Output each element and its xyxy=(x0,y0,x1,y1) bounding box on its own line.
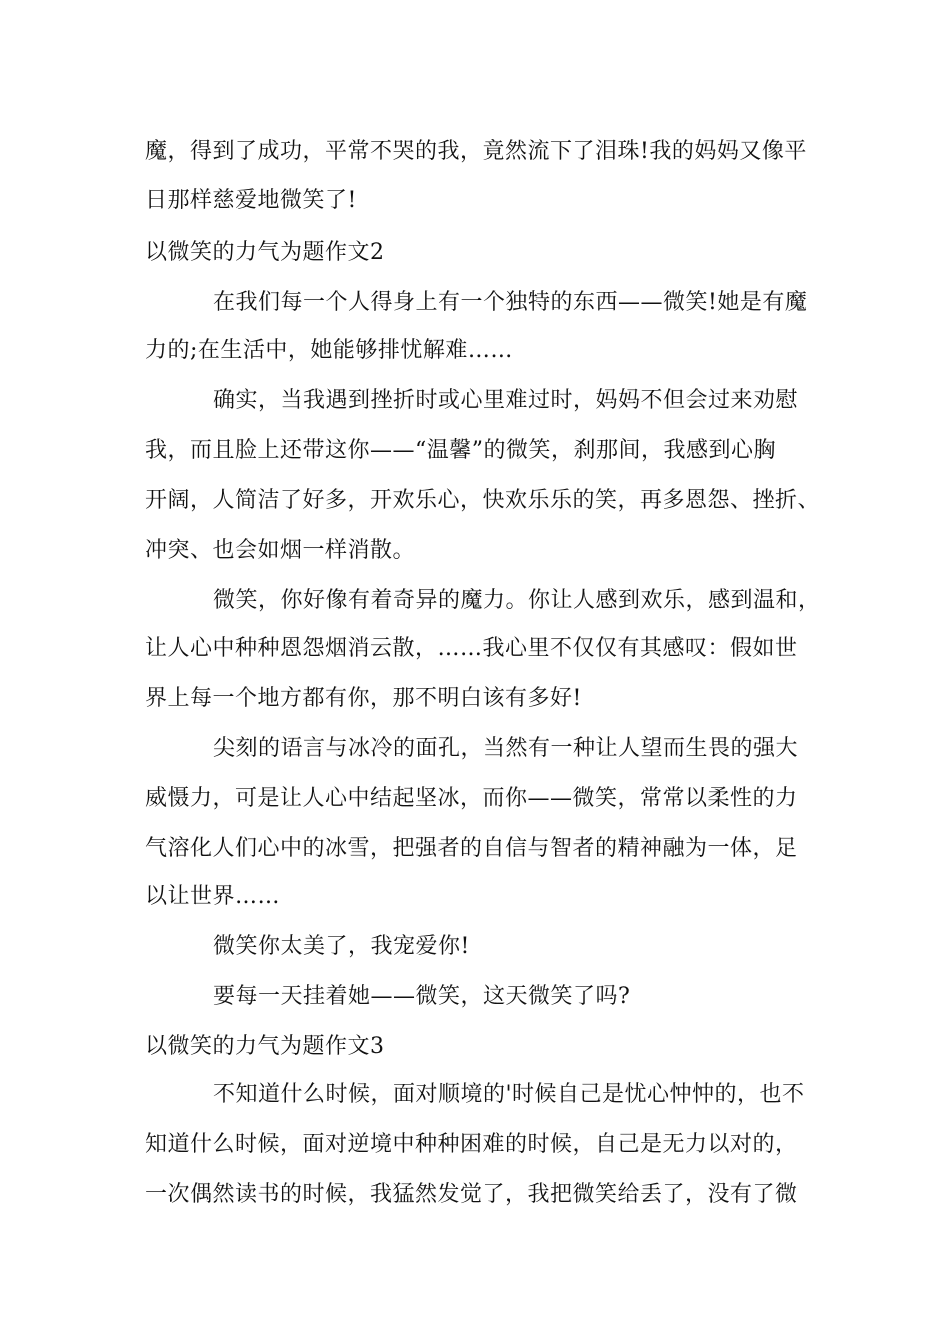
text-line: 以让世界…… xyxy=(145,884,281,909)
text-line: 威慑力，可是让人心中结起坚冰，而你——微笑，常常以柔性的力 xyxy=(145,786,798,811)
paragraph-first-line: 确实，当我遇到挫折时或心里难过时，妈妈不但会过来劝慰 xyxy=(213,388,799,413)
paragraph-first-line: 要每一天挂着她——微笑，这天微笑了吗? xyxy=(213,984,631,1009)
section-heading: 以微笑的力气为题作文2 xyxy=(145,240,385,265)
text-line: 气溶化人们心中的冰雪，把强者的自信与智者的精神融为一体，足 xyxy=(145,836,798,861)
paragraph-first-line: 微笑你太美了，我宠爱你! xyxy=(213,934,470,959)
text-line: 让人心中种种恩怨烟消云散，……我心里不仅仅有其感叹：假如世 xyxy=(145,636,798,661)
paragraph-first-line: 尖刻的语言与冰冷的面孔，当然有一种让人望而生畏的强大 xyxy=(213,736,799,761)
text-line: 开阔，人简洁了好多，开欢乐心，快欢乐乐的笑，再多恩怨、挫折、 xyxy=(145,488,821,513)
text-line: 力的;在生活中，她能够排忧解难…… xyxy=(145,338,513,363)
paragraph-first-line: 微笑，你好像有着奇异的魔力。你让人感到欢乐，感到温和， xyxy=(213,588,821,613)
text-line: 日那样慈爱地微笑了! xyxy=(145,188,357,213)
text-line: 冲突、也会如烟一样消散。 xyxy=(145,538,416,563)
section-heading: 以微笑的力气为题作文3 xyxy=(145,1034,385,1059)
text-line: 知道什么时候，面对逆境中种种困难的时候，自己是无力以对的， xyxy=(145,1132,798,1157)
text-line: 我，而且脸上还带这你——“温馨”的微笑，刹那间，我感到心胸 xyxy=(145,438,776,463)
text-line: 界上每一个地方都有你，那不明白该有多好! xyxy=(145,686,582,711)
paragraph-first-line: 在我们每一个人得身上有一个独特的东西——微笑!她是有魔 xyxy=(213,290,808,315)
text-line: 一次偶然读书的时候，我猛然发觉了，我把微笑给丢了，没有了微 xyxy=(145,1182,798,1207)
text-line: 魔，得到了成功，平常不哭的我，竟然流下了泪珠!我的妈妈又像平 xyxy=(145,139,807,164)
paragraph-first-line: 不知道什么时候，面对顺境的'时候自己是忧心忡忡的，也不 xyxy=(213,1082,805,1107)
